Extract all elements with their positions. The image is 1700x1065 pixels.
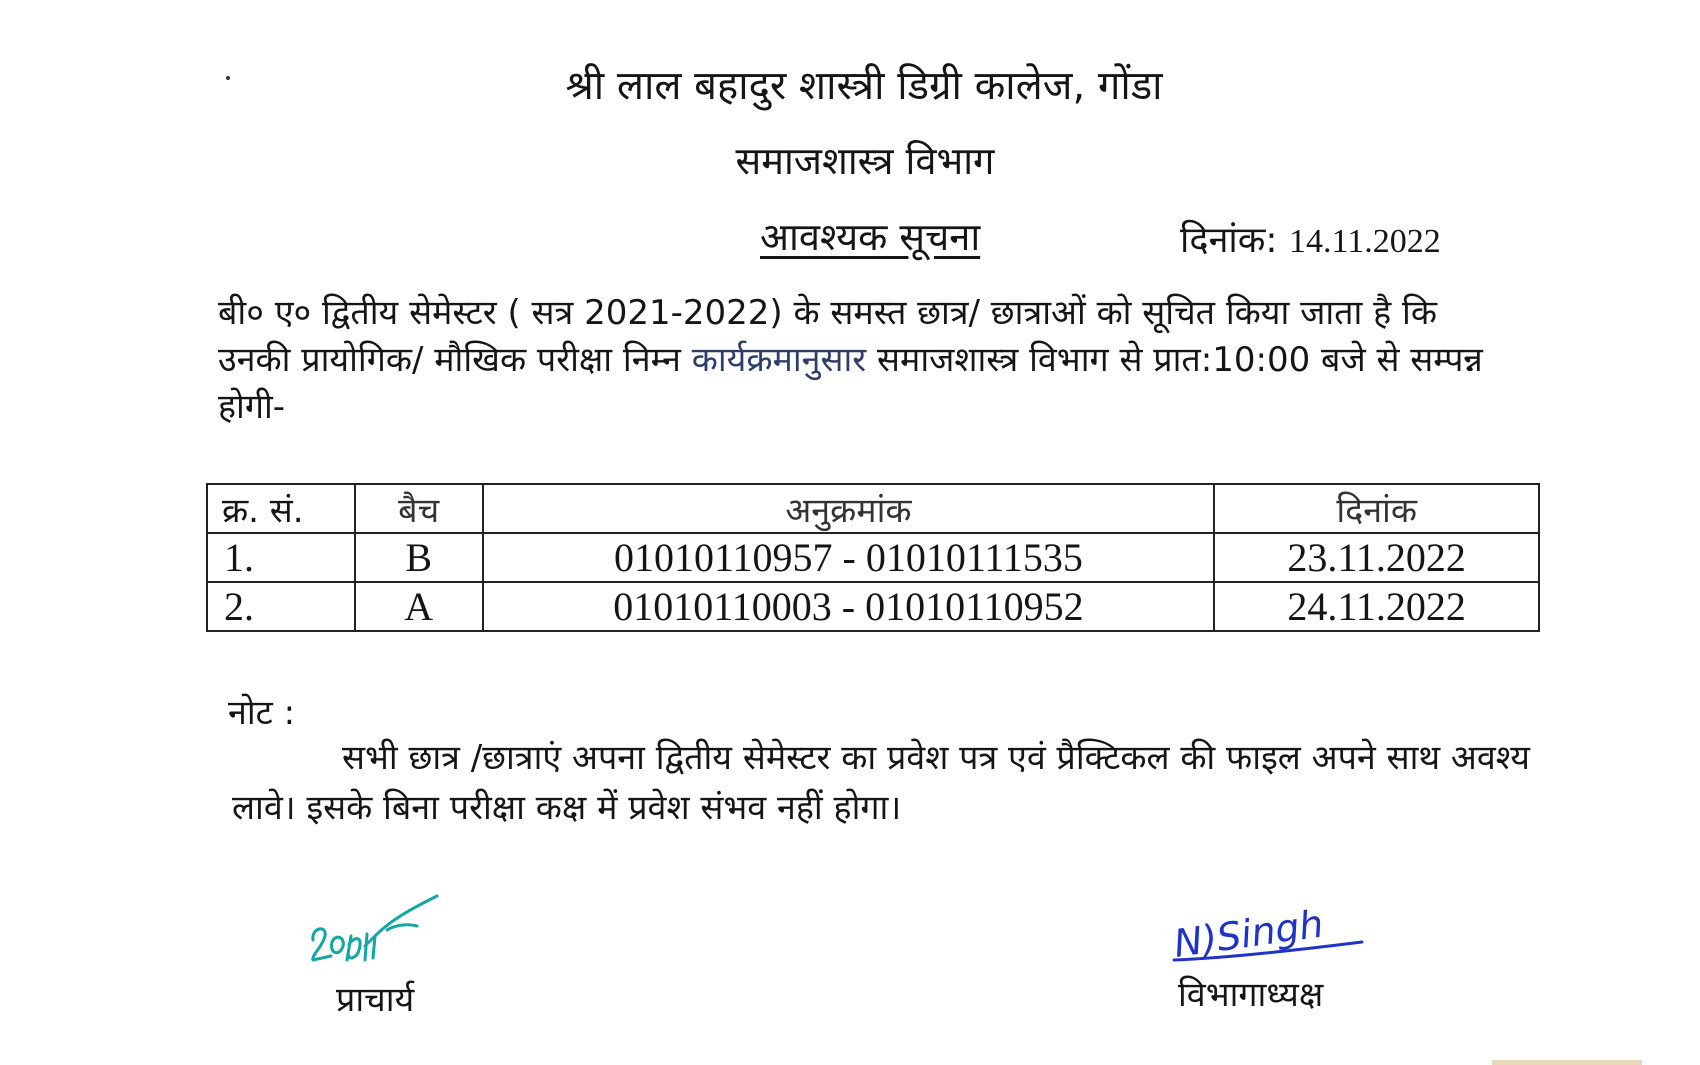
table-header-row xyxy=(207,484,1539,533)
notice-body-part1: बी० ए० द्वितीय सेमेस्टर ( सत्र 2021-2022) के समस्त छात्र/ छात्राओं को सूचित किया जाता है कि उनकी प्रायोगिक/ मौखिक परीक्षा निम्न xyxy=(218,293,1437,380)
cell-batch: A xyxy=(355,582,483,631)
department-head-label: विभागाध्यक्ष xyxy=(1178,975,1324,1015)
principal-label: प्राचार्य xyxy=(336,980,415,1020)
cell-roll-range: 01010110957 - 01010111535 xyxy=(483,533,1215,582)
header-serial-number: क्र. सं. xyxy=(207,484,355,533)
cell-serial-number: 1. xyxy=(207,533,355,582)
cell-date: 24.11.2022 xyxy=(1214,582,1539,631)
note-label: नोट : xyxy=(228,693,296,733)
cell-batch: B xyxy=(355,533,483,582)
note-text: सभी छात्र /छात्राएं अपना द्वितीय सेमेस्टर का प्रवेश पत्र एवं प्रैक्टिकल की फाइल अपने साथ अवश्य लावे। इसके बिना परीक्षा कक्ष में प्रवेश संभव नहीं होगा। xyxy=(232,738,1530,828)
header-date: दिनांक xyxy=(1214,484,1539,533)
notice-date-label: दिनांक: xyxy=(1180,220,1278,261)
department-name: समाजशास्त्र विभाग xyxy=(735,139,995,183)
college-name: श्री लाल बहादुर शास्त्री डिग्री कालेज, गोंडा xyxy=(565,63,1163,109)
header-batch: बैच xyxy=(355,484,483,533)
notice-date-value: 14.11.2022 xyxy=(1288,223,1441,260)
table-row xyxy=(207,582,1539,631)
cell-date: 23.11.2022 xyxy=(1214,533,1539,582)
header-roll-number: अनुक्रमांक xyxy=(483,484,1215,533)
notice-body-part2: समाजशास्त्र विभाग से प्रात:10:00 बजे से सम्पन्न होगी- xyxy=(218,340,1483,427)
notice-body xyxy=(218,290,1518,431)
notice-date xyxy=(1180,214,1441,263)
notice-body-highlight: कार्यक्रमानुसार xyxy=(691,340,867,380)
principal-signature xyxy=(305,880,440,980)
cell-serial-number: 2. xyxy=(207,582,355,631)
table-row xyxy=(207,533,1539,582)
page-edge-mark xyxy=(1492,1060,1642,1065)
notice-title: आवश्यक सूचना xyxy=(760,215,981,259)
exam-schedule-table xyxy=(206,483,1540,632)
cell-roll-range: 01010110003 - 01010110952 xyxy=(483,582,1215,631)
head-signature-text: N)Singh xyxy=(1171,901,1327,966)
department-head-signature xyxy=(1168,900,1368,972)
